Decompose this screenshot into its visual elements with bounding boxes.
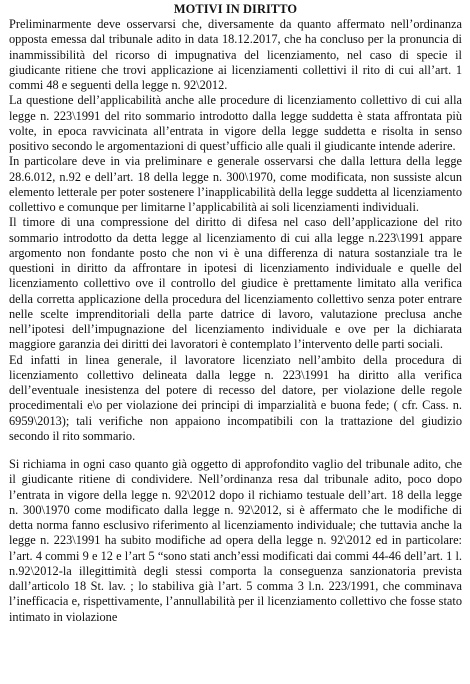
paragraph-4: Il timore di una compressione del diritto di difesa nel caso dell’applicazione del rito sommario introdotto da detta legge al licenziamento di cui alla legge n.223\1991 appare argomento non fondante posto che non vi è una differenza di natura sostanziale tra le questioni in diritto da affrontare in ipotesi di licenziamento individuale e quelle del licenziamento collettivo ove il controllo del giudice è prettamente limitato alla verifica della corretta applicazione della procedura del licenziamento collettivo senza poter entrare nelle scelte imprenditoriali della parte datrice di lavoro, valutazione preclusa anche nell’ipotesi dell’impugnazione del licenziamento individuale e ove per la dichiarata maggiore garanzia dei diritti dei lavoratori è contemplato l’intervento delle parti sociali. bbox=[9, 215, 462, 352]
section-title: MOTIVI IN DIRITTO bbox=[173, 2, 298, 16]
paragraph-gap bbox=[9, 444, 462, 457]
paragraph-1: Preliminarmente deve osservarsi che, diversamente da quanto affermato nell’ordinanza opposta emessa dal tribunale adito in data 18.12.2017, che ha concluso per la pronuncia di inammissibilità del ricorso di impugnativa del licenziamento, nel caso di specie il giudicante ritiene che trovi applicazione ai licenziamenti collettivi il rito di cui all’art. 1 commi 48 e seguenti della legge n. 92\2012. bbox=[9, 17, 462, 92]
paragraph-3: In particolare deve in via preliminare e generale osservarsi che dalla lettura della legge 28.6.012, n.92 e dell’art. 18 della legge n. 300\1970, come modificata, non sussiste alcun elemento letterale per poter sostenere l’inapplicabilità della legge suddetta al licenziamento collettivo e comunque per limitarne l’applicabilità ai soli licenziamenti individuali. bbox=[9, 154, 462, 214]
paragraph-5: Ed infatti in linea generale, il lavoratore licenziato nell’ambito della procedura di licenziamento collettivo delineata dalla legge n. 223\1991 ha diritto alla verifica dell’eventuale inesistenza del potere di recesso del datore, per violazione delle regole procedimentali e\o per violazione dei principi di imparzialità e buona fede; ( cfr. Cass. n. 6959\2013); tali verifiche non appaiono incompatibili con la trattazione del giudizio secondo il rito sommario. bbox=[9, 352, 462, 443]
paragraph-2: La questione dell’applicabilità anche alle procedure di licenziamento collettivo di cui alla legge n. 223\1991 del rito sommario introdotto dalla legge suddetta è stata affrontata più volte, in epoca ravvicinata all’entrata in vigore della legge suddetta e risolta in senso positivo secondo le argomentazioni di quest’ufficio alle quali il giudicante intende aderire. bbox=[9, 93, 462, 153]
paragraph-6: Si richiama in ogni caso quanto già oggetto di approfondito vaglio del tribunale adito, che il giudicante ritiene di condividere. Nell’ordinanza resa dal tribunale adito, poco dopo l’entrata in vigore della legge n. 92\2012 dopo il richiamo testuale dell’art. 18 della legge n. 300\1970 come modificato dalla legge n. 92\2012, si è affermato che le modifiche di detta norma fanno esclusivo riferimento al licenziamento individuale; che tuttavia anche la legge n. 223\1991 ha subito modifiche ad opera della legge n. 92\2012 ed in particolare: l’art. 4 commi 9 e 12 e l’art 5 “sono stati anch’essi modificati dai commi 44-46 dell’art. 1 l. n.92\2012-la illegittimità degli stessi comporta la conseguenza sanzionatoria prevista dall’articolo 18 St. lav. ; lo stabiliva già l’art. 5 comma 3 l.n. 223/1991, che comminava l’inefficacia e, rispettivamente, l’annullabilità per il licenziamento collettivo che fosse stato intimato in violazione bbox=[9, 457, 462, 624]
